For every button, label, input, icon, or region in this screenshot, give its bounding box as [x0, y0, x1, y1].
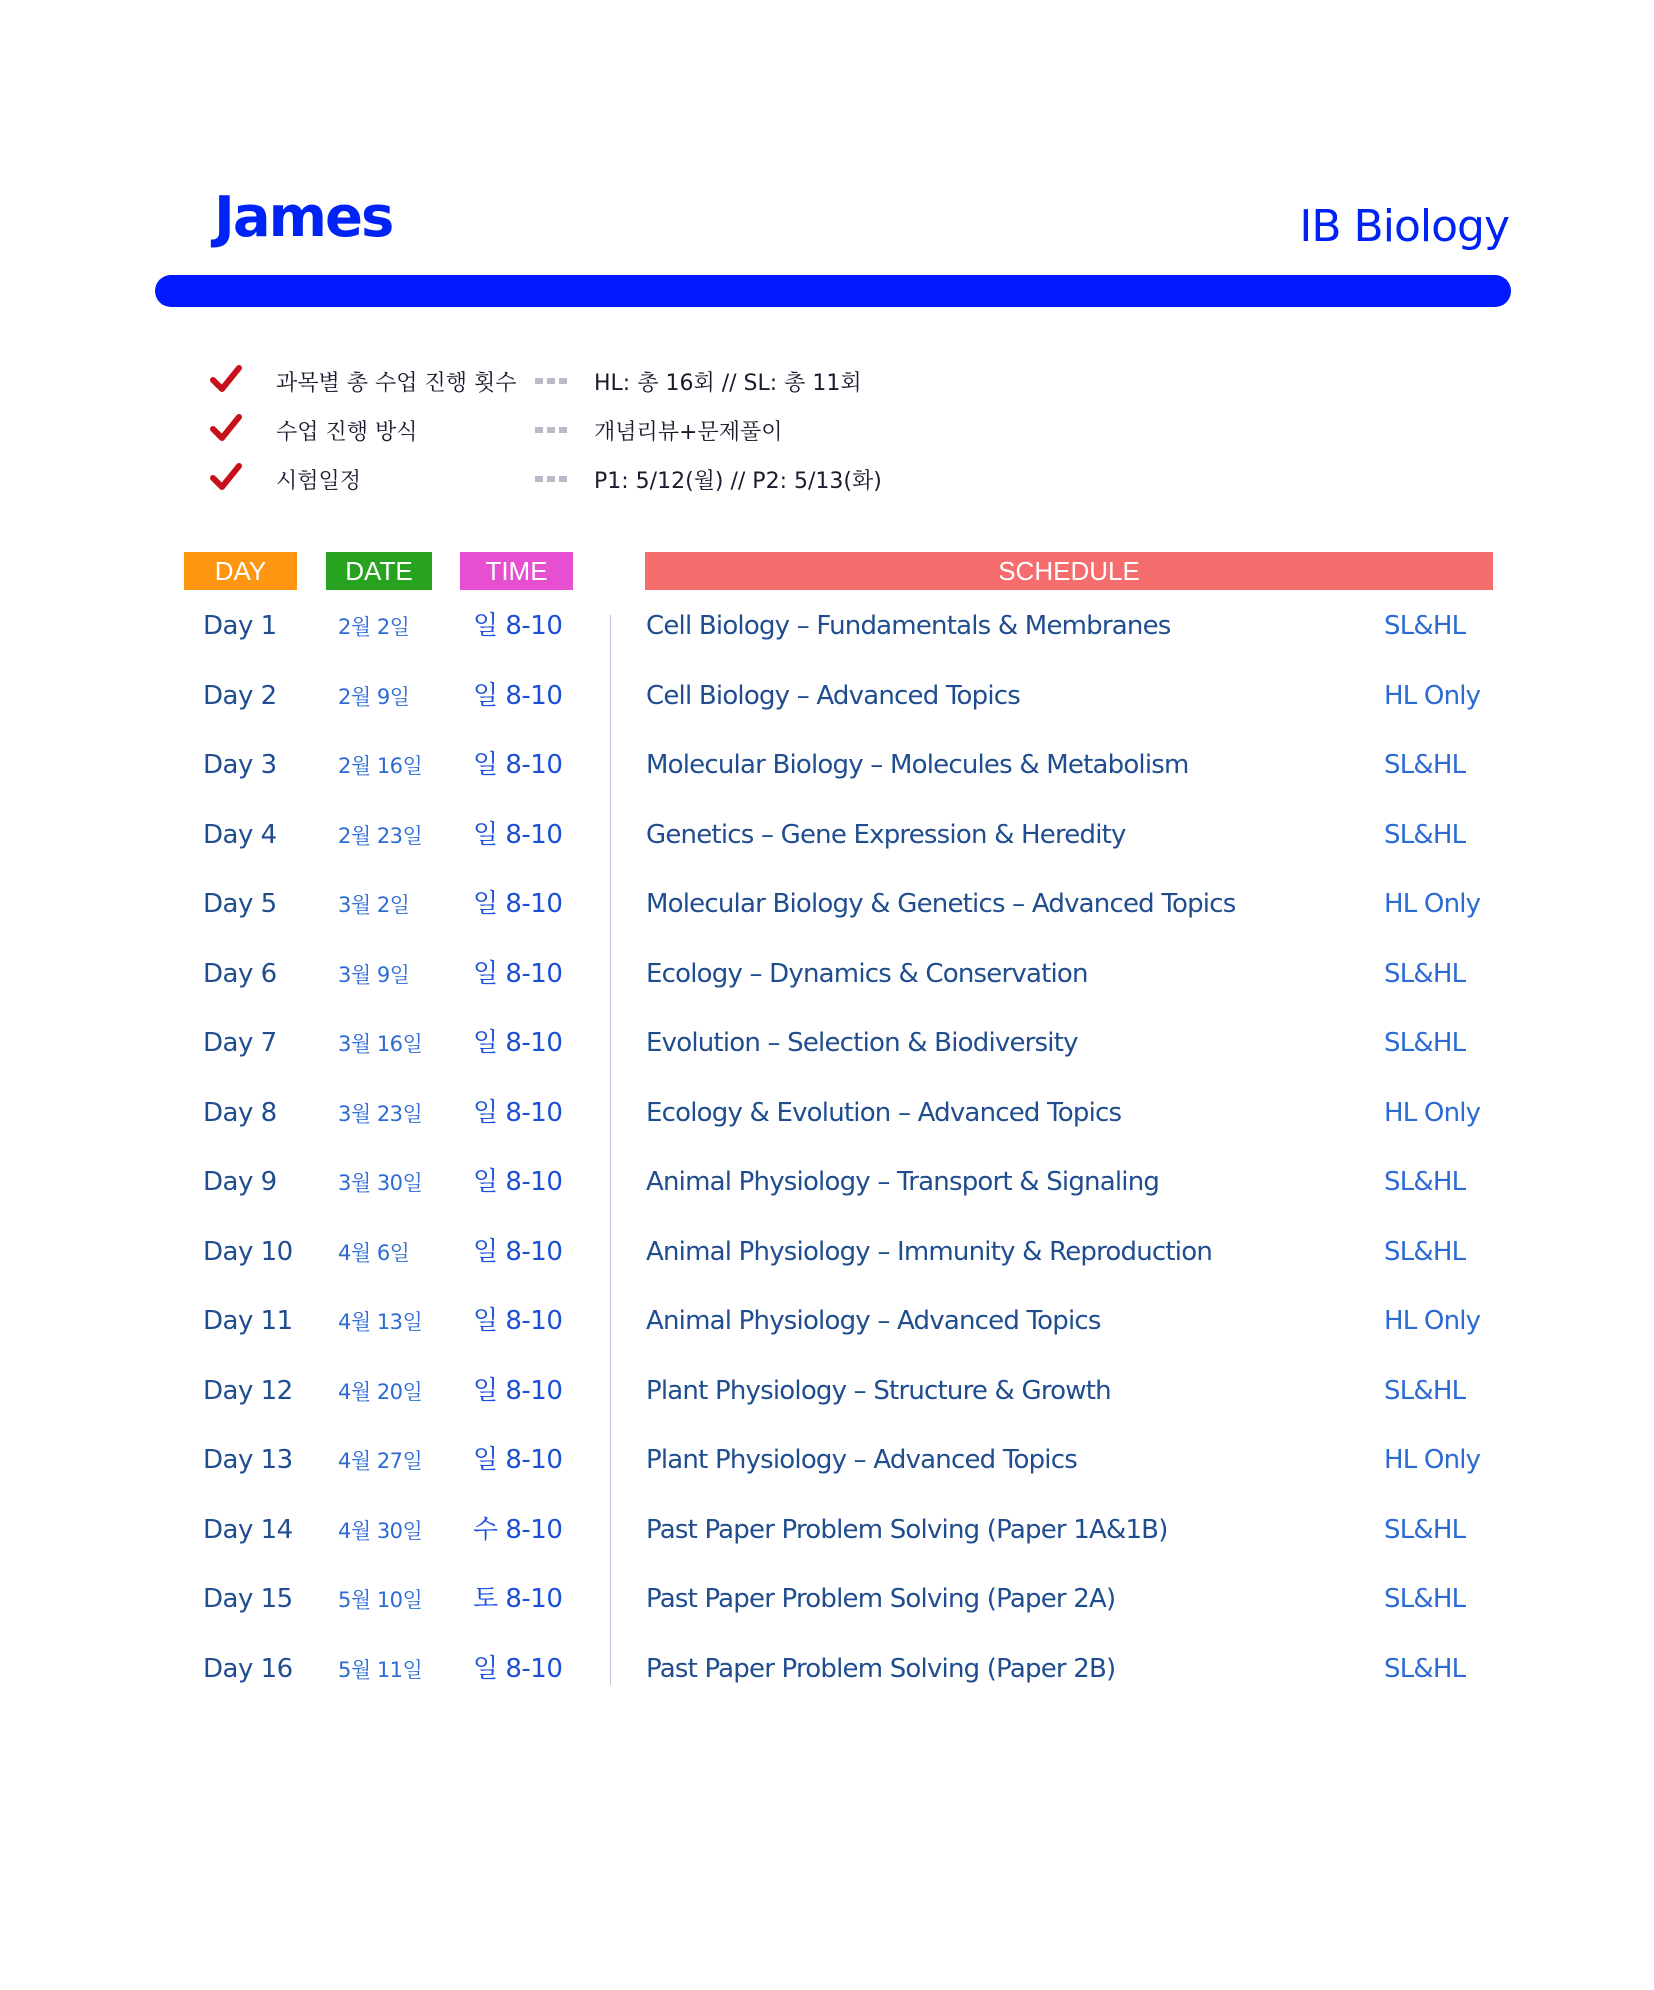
column-header-time: TIME — [460, 552, 573, 590]
time-cell: 일 8-10 — [473, 889, 563, 919]
info-label: 시험일정 — [276, 469, 362, 494]
course-info — [210, 360, 910, 507]
topic-cell: Past Paper Problem Solving (Paper 2A) — [646, 1584, 1116, 1614]
topic-cell: Molecular Biology – Molecules & Metabolism — [646, 750, 1189, 780]
day-cell: Day 7 — [203, 1028, 277, 1058]
level-cell: SL&HL — [1384, 958, 1466, 989]
topic-cell: Genetics – Gene Expression & Heredity — [646, 819, 1126, 850]
header-divider-bar — [155, 275, 1511, 307]
time-cell: 수 8-10 — [473, 1514, 563, 1545]
day-cell: Day 4 — [203, 819, 277, 850]
date-cell: 5월 10일 — [338, 1588, 423, 1612]
date-cell: 4월 27일 — [338, 1449, 423, 1473]
topic-cell: Cell Biology – Advanced Topics — [646, 680, 1021, 711]
schedule-row — [0, 1643, 1654, 1713]
time-cell: 일 8-10 — [473, 611, 563, 641]
date-cell: 2월 16일 — [338, 754, 423, 778]
date-cell: 3월 2일 — [338, 893, 410, 917]
day-cell: Day 14 — [203, 1514, 293, 1545]
day-cell: Day 12 — [203, 1375, 293, 1406]
day-cell: Day 1 — [203, 611, 277, 641]
schedule-row — [0, 878, 1654, 948]
level-cell: SL&HL — [1384, 1375, 1466, 1406]
date-cell: 3월 23일 — [338, 1101, 423, 1126]
level-cell: SL&HL — [1384, 1028, 1466, 1058]
topic-cell: Ecology – Dynamics & Conservation — [646, 958, 1088, 989]
level-cell: SL&HL — [1384, 1236, 1466, 1267]
schedule-row — [0, 600, 1654, 670]
topic-cell: Ecology & Evolution – Advanced Topics — [646, 1097, 1122, 1128]
level-cell: HL Only — [1384, 680, 1481, 711]
time-cell: 일 8-10 — [473, 1236, 563, 1267]
time-cell: 일 8-10 — [473, 1445, 563, 1475]
schedule-row — [0, 1504, 1654, 1574]
dotted-leader — [535, 427, 569, 433]
column-header-day: DAY — [184, 552, 297, 590]
time-cell: 일 8-10 — [473, 1167, 563, 1197]
date-cell: 3월 9일 — [338, 962, 410, 987]
checkmark-icon — [210, 413, 242, 443]
topic-cell: Past Paper Problem Solving (Paper 1A&1B) — [646, 1514, 1168, 1545]
schedule-row — [0, 809, 1654, 879]
day-cell: Day 3 — [203, 750, 277, 780]
date-cell: 2월 23일 — [338, 823, 423, 848]
day-cell: Day 8 — [203, 1097, 277, 1128]
dotted-leader — [535, 476, 569, 482]
info-value: P1: 5/12(월) // P2: 5/13(화) — [594, 469, 882, 494]
schedule-row — [0, 948, 1654, 1018]
level-cell: SL&HL — [1384, 819, 1466, 850]
checkmark-icon — [210, 364, 242, 394]
time-cell: 일 8-10 — [473, 1097, 563, 1128]
time-cell: 일 8-10 — [473, 1653, 563, 1684]
day-cell: Day 9 — [203, 1167, 277, 1197]
date-cell: 4월 30일 — [338, 1518, 423, 1543]
topic-cell: Past Paper Problem Solving (Paper 2B) — [646, 1653, 1116, 1684]
schedule-row — [0, 1434, 1654, 1504]
info-value: HL: 총 16회 // SL: 총 11회 — [594, 371, 862, 396]
date-cell: 4월 13일 — [338, 1310, 423, 1334]
schedule-row — [0, 739, 1654, 809]
schedule-row — [0, 1087, 1654, 1157]
tutor-name: James — [214, 185, 393, 250]
topic-cell: Animal Physiology – Transport & Signaling — [646, 1167, 1160, 1197]
schedule-row — [0, 1365, 1654, 1435]
subject-title: IB Biology — [1299, 201, 1509, 252]
time-cell: 토 8-10 — [473, 1584, 563, 1614]
date-cell: 4월 20일 — [338, 1379, 423, 1404]
time-cell: 일 8-10 — [473, 958, 563, 989]
schedule-row — [0, 1226, 1654, 1296]
info-label: 과목별 총 수업 진행 횟수 — [276, 371, 517, 396]
time-cell: 일 8-10 — [473, 819, 563, 850]
schedule-row — [0, 1156, 1654, 1226]
day-cell: Day 16 — [203, 1653, 293, 1684]
level-cell: SL&HL — [1384, 1653, 1466, 1684]
level-cell: HL Only — [1384, 1097, 1481, 1128]
level-cell: HL Only — [1384, 889, 1481, 919]
schedule-row — [0, 1295, 1654, 1365]
level-cell: SL&HL — [1384, 750, 1466, 780]
info-label: 수업 진행 방식 — [276, 420, 418, 445]
info-row — [210, 409, 910, 458]
level-cell: SL&HL — [1384, 1514, 1466, 1545]
schedule-row — [0, 1573, 1654, 1643]
schedule-row — [0, 670, 1654, 740]
day-cell: Day 2 — [203, 680, 277, 711]
day-cell: Day 13 — [203, 1445, 293, 1475]
dotted-leader — [535, 378, 569, 384]
day-cell: Day 15 — [203, 1584, 293, 1614]
schedule-row — [0, 1017, 1654, 1087]
topic-cell: Animal Physiology – Immunity & Reproduction — [646, 1236, 1212, 1267]
time-cell: 일 8-10 — [473, 1028, 563, 1058]
time-cell: 일 8-10 — [473, 680, 563, 711]
date-cell: 2월 2일 — [338, 615, 410, 639]
column-header-date: DATE — [326, 552, 432, 590]
date-cell: 5월 11일 — [338, 1657, 423, 1682]
date-cell: 3월 30일 — [338, 1171, 423, 1195]
topic-cell: Plant Physiology – Structure & Growth — [646, 1375, 1111, 1406]
level-cell: HL Only — [1384, 1445, 1481, 1475]
info-row — [210, 360, 910, 409]
level-cell: SL&HL — [1384, 1167, 1466, 1197]
topic-cell: Animal Physiology – Advanced Topics — [646, 1306, 1101, 1336]
time-cell: 일 8-10 — [473, 1375, 563, 1406]
checkmark-icon — [210, 462, 242, 492]
topic-cell: Plant Physiology – Advanced Topics — [646, 1445, 1077, 1475]
topic-cell: Evolution – Selection & Biodiversity — [646, 1028, 1078, 1058]
level-cell: SL&HL — [1384, 611, 1466, 641]
time-cell: 일 8-10 — [473, 750, 563, 780]
level-cell: HL Only — [1384, 1306, 1481, 1336]
info-value: 개념리뷰+문제풀이 — [594, 420, 783, 445]
topic-cell: Cell Biology – Fundamentals & Membranes — [646, 611, 1171, 641]
column-header-schedule: SCHEDULE — [645, 552, 1493, 590]
day-cell: Day 10 — [203, 1236, 293, 1267]
schedule-table — [0, 600, 1654, 1712]
day-cell: Day 11 — [203, 1306, 293, 1336]
info-row — [210, 458, 910, 507]
time-cell: 일 8-10 — [473, 1306, 563, 1336]
level-cell: SL&HL — [1384, 1584, 1466, 1614]
day-cell: Day 5 — [203, 889, 277, 919]
date-cell: 2월 9일 — [338, 684, 410, 709]
day-cell: Day 6 — [203, 958, 277, 989]
date-cell: 4월 6일 — [338, 1240, 410, 1265]
topic-cell: Molecular Biology & Genetics – Advanced Topics — [646, 889, 1236, 919]
date-cell: 3월 16일 — [338, 1032, 423, 1056]
